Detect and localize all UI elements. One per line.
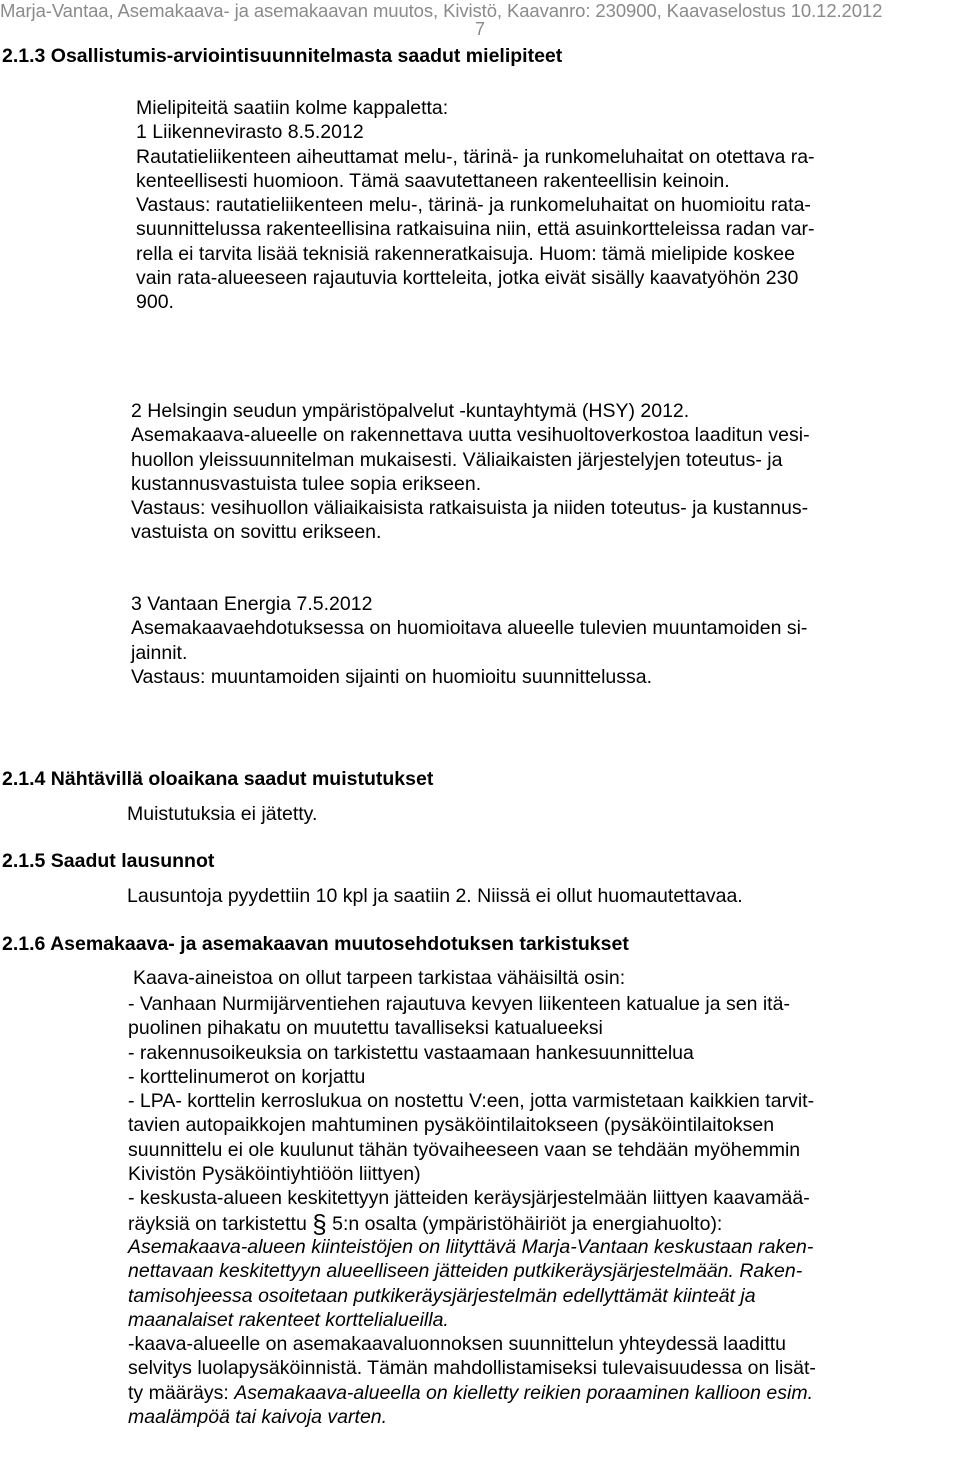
page-header: [0, 0, 960, 38]
opinion-3-line: jainnit.: [131, 641, 188, 664]
regulation-line: [128, 1405, 816, 1429]
regulation-line: [128, 1235, 816, 1259]
opinion-2-line: huollon yleissuunnitelman mukaisesti. Väliaikaisten järjestelyjen toteutus- ja: [131, 448, 783, 471]
statements-text: Lausuntoja pyydettiin 10 kpl ja saatiin 2. Niissä ei ollut huomautettavaa.: [127, 885, 743, 907]
opinion-1-title: 1 Liikennevirasto 8.5.2012: [136, 121, 364, 144]
revision-line: tavien autopaikkojen mahtuminen pysäköintilaitokseen (pysäköintilaitoksen: [128, 1114, 775, 1137]
section-sign: §: [312, 1208, 327, 1239]
regulation-text: Asemakaava-alueella on kielletty reikien poraaminen kallioon esim.: [234, 1381, 814, 1404]
section-2-1-6-revisions: [128, 992, 816, 1429]
opinion-2-line: kustannusvastuista tulee sopia erikseen.: [131, 472, 482, 495]
regulation-line: [128, 1259, 816, 1283]
opinion-2-line: Asemakaava-alueelle on rakennettava uutta vesihuoltoverkostoa laaditun vesi-: [131, 424, 810, 447]
regulation-text: maalämpöä tai kaivoja varten.: [128, 1406, 388, 1429]
revision-line: - Vanhaan Nurmijärventiehen rajautuva kevyen liikenteen katualue ja sen itä-: [128, 993, 790, 1015]
revision-text: räyksiä on tarkistettu: [128, 1212, 307, 1235]
revision-line: -kaava-alueelle on asemakaavaluonnoksen suunnittelun yhteydessä laadittu: [128, 1333, 787, 1356]
revision-line: suunnittelu ei ole kuulunut tähän työvaiheeseen vaan se tehdään myöhemmin: [128, 1138, 801, 1161]
opinion-3-reply-line: Vastaus: muuntamoiden sijainti on huomioitu suunnittelussa.: [131, 665, 653, 688]
opinion-1-reply-line: suunnittelussa rakenteellisina ratkaisuina niin, että asuinkortteleissa radan var-: [136, 218, 815, 241]
opinion-2-reply-line: Vastaus: vesihuollon väliaikaisista ratkaisuista ja niiden toteutus- ja kustannus-: [131, 497, 809, 520]
revision-line: selvitys luolapysäköinnistä. Tämän mahdollistamiseksi tulevaisuudessa on lisät-: [128, 1357, 816, 1380]
revision-text: 5:n osalta (ympäristöhäiriöt ja energiahuolto):: [332, 1212, 723, 1235]
regulation-text: nettavaan keskitettyyn alueelliseen jätteiden putkikeräysjärjestelmään. Raken-: [128, 1260, 803, 1283]
reminders-text: Muistutuksia ei jätetty.: [127, 803, 318, 825]
regulation-line: [128, 1308, 816, 1332]
opinions-intro: Mielipiteitä saatiin kolme kappaletta:: [136, 97, 449, 119]
page-number: 7: [474, 19, 485, 39]
opinion-1-line: Rautatieliikenteen aiheuttamat melu-, tärinä- ja runkomeluhaitat on otettava ra-: [136, 145, 815, 168]
revision-text: ty määräys:: [128, 1381, 229, 1404]
section-2-1-6-intro: [133, 966, 625, 990]
revision-line: - keskusta-alueen keskitettyyn jätteiden keräysjärjestelmään liittyen kaavamää-: [128, 1187, 810, 1210]
regulation-text: Asemakaava-alueen kiinteistöjen on liityttävä Marja-Vantaan keskustaan raken-: [128, 1235, 814, 1258]
opinion-2-title: 2 Helsingin seudun ympäristöpalvelut -kuntayhtymä (HSY) 2012.: [131, 400, 690, 422]
opinion-3-line: Asemakaavaehdotuksessa on huomioitava alueelle tulevien muuntamoiden si-: [131, 617, 808, 640]
section-2-1-4-text: [127, 802, 317, 826]
revision-line: - rakennusoikeuksia on tarkistettu vastaamaan hankesuunnittelua: [128, 1041, 694, 1064]
opinion-2-reply-line: vastuista on sovittu erikseen.: [131, 521, 382, 544]
running-title: Marja-Vantaa, Asemakaava- ja asemakaavan muutos, Kivistö, Kaavanro: 230900, Kaavaselostus 10.12.2012: [0, 0, 883, 21]
heading-2-1-3: 2.1.3 Osallistumis-arviointisuunnitelmasta saadut mielipiteet: [2, 45, 563, 67]
heading-2-1-4: 2.1.4 Nähtävillä oloaikana saadut muistutukset: [2, 768, 434, 790]
regulation-text: maanalaiset rakenteet korttelialueilla.: [128, 1308, 449, 1331]
opinion-1-reply-line: rella ei tarvita lisää teknisiä rakenneratkaisuja. Huom: tämä mielipide koskee: [136, 242, 795, 265]
opinion-3-title: 3 Vantaan Energia 7.5.2012: [131, 593, 373, 615]
revision-line: Kivistön Pysäköintiyhtiöön liittyen): [128, 1163, 421, 1186]
revision-line: - LPA- korttelin kerroslukua on nostettu V:een, jotta varmistetaan kaikkien tarvit-: [128, 1090, 815, 1113]
opinion-3: [131, 592, 807, 689]
opinion-1-reply-line: Vastaus: rautatieliikenteen melu-, tärinä- ja runkomeluhaitat on huomioitu rata-: [136, 194, 811, 217]
regulation-text: tamisohjeessa osoitetaan putkikeräysjärjestelmän edellyttämät kiinteät ja: [128, 1284, 756, 1307]
revision-line: [128, 1381, 816, 1405]
opinion-1-line: kenteellisesti huomioon. Tämä saavutettaneen rakenteellisin keinoin.: [136, 169, 730, 192]
section-2-1-5-text: [127, 884, 743, 908]
regulation-line: [128, 1284, 816, 1308]
opinion-1-reply-line: 900.: [136, 291, 174, 314]
heading-2-1-6: 2.1.6 Asemakaava- ja asemakaavan muutosehdotuksen tarkistukset: [2, 933, 629, 955]
heading-2-1-5: 2.1.5 Saadut lausunnot: [2, 850, 215, 872]
revision-line: puolinen pihakatu on muutettu tavalliseksi katualueeksi: [128, 1017, 603, 1040]
opinion-1-reply-line: vain rata-alueeseen rajautuvia kortteleita, jotka eivät sisälly kaavatyöhön 230: [136, 267, 799, 290]
revision-line: [128, 1208, 816, 1239]
opinion-2: [131, 399, 810, 545]
revision-line: - korttelinumerot on korjattu: [128, 1065, 366, 1088]
revisions-intro: Kaava-aineistoa on ollut tarpeen tarkistaa vähäisiltä osin:: [133, 967, 626, 989]
section-2-1-3-opinions: [136, 96, 815, 315]
